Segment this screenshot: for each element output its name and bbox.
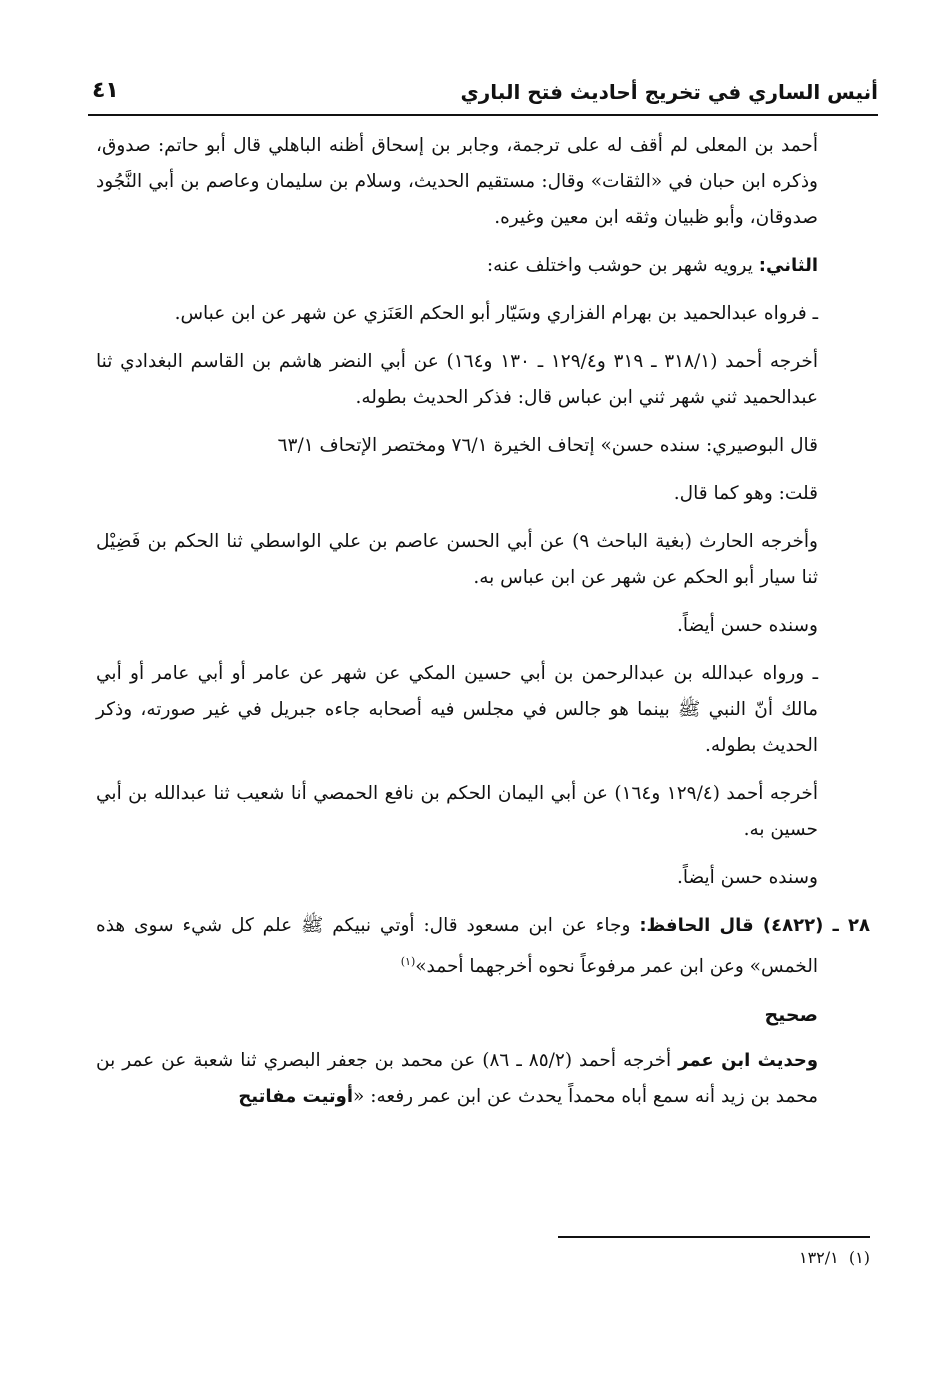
footnote-text: ١٣٢/١ bbox=[798, 1248, 839, 1267]
paragraph-9: ـ ورواه عبدالله بن عبدالرحمن بن أبي حسين المكي عن شهر عن عامر أو أبي عامر أو أبي مالك أنّ النبي ﷺ بينما هو جالس في مجلس فيه أصحابه جاءه جبريل في غير صورته، وذكر الحديث بطوله. bbox=[96, 663, 818, 756]
running-title: أنيس الساري في تخريج أحاديث فتح الباري bbox=[460, 80, 878, 104]
page-number: ٤١ bbox=[92, 78, 119, 103]
paragraph-10: أخرجه أحمد (١٢٩/٤ و١٦٤) عن أبي اليمان الحكم بن نافع الحمصي أنا شعيب ثنا عبدالله بن أبي حسين به. bbox=[96, 783, 818, 840]
paragraph-1: أحمد بن المعلى لم أقف له على ترجمة، وجابر بن إسحاق أظنه الباهلي قال أبو حاتم: صدوق، وذكره ابن حبان في «الثقات» وقال: مستقيم الحديث، وسلام بن سليمان وعاصم بن أبي النَّجُود صدوقان، وأبو ظبيان وثقه ابن معين وغيره. bbox=[96, 135, 818, 228]
paragraph-5: قال البوصيري: سنده حسن» إتحاف الخيرة ٧٦/١ ومختصر الإتحاف ٦٣/١ bbox=[277, 435, 818, 456]
ibn-umar-label: وحديث ابن عمر bbox=[678, 1050, 819, 1072]
paragraph-7: وأخرجه الحارث (بغية الباحث ٩) عن أبي الحسن عاصم بن علي الواسطي ثنا الحكم بن فَضِيْل ثنا سيار أبو الحكم عن شهر عن ابن عباس به. bbox=[96, 531, 818, 588]
footnote bbox=[799, 1248, 870, 1267]
running-header bbox=[88, 78, 878, 112]
grade-heading: صحيح bbox=[764, 1004, 818, 1027]
footnote-rule bbox=[558, 1236, 870, 1238]
page-body bbox=[96, 128, 870, 1127]
entry-number: ٢٨ ـ (٤٨٢٢) قال الحافظ: bbox=[639, 915, 871, 936]
paragraph-entry-28: ٢٨ ـ (٤٨٢٢) قال الحافظ: وجاء عن ابن مسعود قال: أوتي نبيكم ﷺ علم كل شيء سوى هذه الخمس» وعن ابن عمر مرفوعاً نحوه أخرجهما أحمد»$^{(١)}$ bbox=[96, 915, 871, 978]
paragraph-13: وحديث ابن عمر أخرجه أحمد (٨٥/٢ ـ ٨٦) عن محمد بن جعفر البصري ثنا شعبة عن عمر بن محمد بن زيد أنه سمع أباه محمداً يحدث عن ابن عمر رفعه: «أوتيت مفاتيح bbox=[96, 1050, 819, 1108]
paragraph-8: وسنده حسن أيضاً. bbox=[676, 615, 818, 636]
quote-start: أوتيت مفاتيح bbox=[238, 1086, 354, 1108]
paragraph-3: ـ فرواه عبدالحميد بن بهرام الفزاري وسَيّار أبو الحكم العَنَزي عن شهر عن ابن عباس. bbox=[174, 303, 818, 324]
paragraph-6: قلت: وهو كما قال. bbox=[673, 483, 818, 504]
footnote-marker: (١) bbox=[848, 1248, 870, 1267]
paragraph-2: الثاني: يرويه شهر بن حوشب واختلف عنه: bbox=[486, 255, 818, 276]
footnote-ref: (١) bbox=[400, 955, 416, 968]
paragraph-11: وسنده حسن أيضاً. bbox=[676, 867, 818, 888]
section-label-second: الثاني: bbox=[758, 255, 818, 276]
paragraph-4: أخرجه أحمد (٣١٨/١ ـ ٣١٩ و١٢٩/٤ ـ ١٣٠ و١٦٤) عن أبي النضر هاشم بن القاسم البغدادي ثنا عبدالحميد ثني شهر ثني ابن عباس قال: فذكر الحديث بطوله. bbox=[96, 351, 818, 408]
header-rule bbox=[88, 114, 878, 116]
